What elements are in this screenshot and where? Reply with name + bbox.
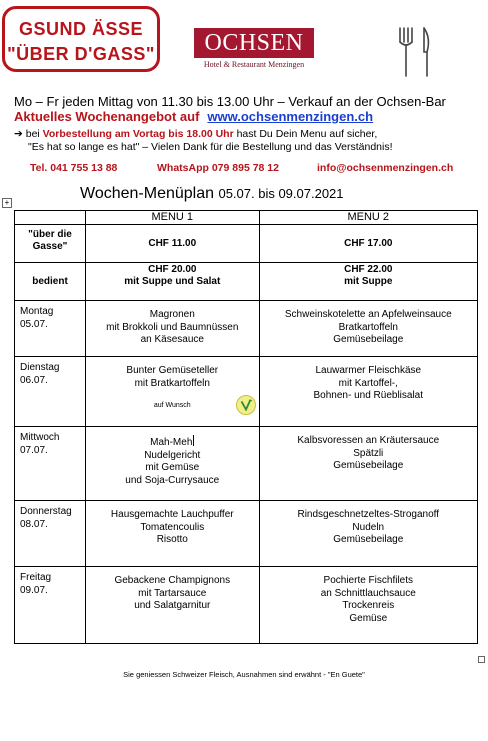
dish-line: Mah-Meh <box>150 437 193 448</box>
day-date: 08.07. <box>20 519 48 530</box>
dish-line: Risotto <box>156 534 188 545</box>
vegan-label-icon <box>236 395 256 415</box>
dish-line: mit Bratkartoffeln <box>134 377 210 389</box>
menu-2-dish <box>259 427 477 501</box>
preorder-text-a: bei <box>22 128 43 140</box>
dish-line: mit Kartoffel-, <box>338 377 398 389</box>
menu-dates: 05.07. bis 09.07.2021 <box>218 186 344 201</box>
dish-line: Rindsgeschnetzeltes-Stroganoff <box>297 509 440 520</box>
menu-title-text: Wochen-Menüplan <box>80 185 215 202</box>
takeaway-label-line-1: "über die <box>28 229 72 240</box>
day-row-friday <box>15 567 478 644</box>
day-row-tuesday <box>15 357 478 427</box>
menu-2-dish <box>259 357 477 427</box>
weekly-offer-label: Aktuelles Wochenangebot auf <box>14 109 200 124</box>
logo-subtitle: Hotel & Restaurant Menzingen <box>203 60 305 69</box>
day-label <box>15 357 86 427</box>
day-date: 06.07. <box>20 375 48 386</box>
day-name: Dienstag <box>20 362 60 373</box>
dish-line-with-cursor <box>86 435 259 450</box>
day-date: 05.07. <box>20 319 48 330</box>
day-date: 07.07. <box>20 445 48 456</box>
table-header-row <box>15 211 478 225</box>
takeaway-label <box>15 225 86 263</box>
dish-line: Magronen <box>149 309 195 320</box>
served-note-1: mit Suppe und Salat <box>124 276 221 287</box>
day-name: Mittwoch <box>20 432 60 443</box>
fork-knife-icon <box>394 24 434 80</box>
day-name: Montag <box>20 306 54 317</box>
website-link[interactable]: www.ochsenmenzingen.ch <box>207 109 374 124</box>
email-address[interactable]: info@ochsenmenzingen.ch <box>317 162 454 174</box>
menu-1-dish <box>86 567 260 644</box>
served-price-menu-1 <box>86 263 260 301</box>
table-resize-handle[interactable] <box>478 656 485 663</box>
whatsapp-number[interactable]: WhatsApp 079 895 78 12 <box>157 162 279 174</box>
served-price-menu-2 <box>259 263 477 301</box>
ochsen-logo <box>194 28 314 72</box>
day-row-thursday <box>15 501 478 567</box>
gsund-aesse-stamp <box>2 6 160 72</box>
menu-1-dish <box>86 301 260 357</box>
dish-line: mit Brokkoli und Baumnüssen <box>106 321 239 333</box>
day-row-monday <box>15 301 478 357</box>
dish-line: Gemüsebeilage <box>333 460 404 471</box>
preorder-line <box>14 128 377 140</box>
menu-1-dish <box>86 501 260 567</box>
dish-line: Nudelgericht <box>144 449 201 461</box>
phone-number[interactable]: Tel. 041 755 13 88 <box>30 162 118 174</box>
logo-name: OCHSEN <box>194 28 314 58</box>
day-label <box>15 567 86 644</box>
takeaway-label-line-2: Gasse" <box>32 241 68 252</box>
dish-line: an Käsesauce <box>140 334 204 345</box>
preorder-thanks: "Es hat so lange es hat" – Vielen Dank für die Bestellung und das Verständnis! <box>28 141 393 153</box>
preorder-deadline: Vorbestellung am Vortag bis 18.00 Uhr <box>42 128 234 140</box>
dish-line: Trockenreis <box>342 600 395 611</box>
dish-line: und Soja-Currysauce <box>125 474 220 486</box>
preorder-text-c: hast Du Dein Menu auf sicher, <box>233 128 378 140</box>
dish-line: Hausgemachte Lauchpuffer <box>110 509 234 520</box>
dish-line: Kalbsvoressen an Kräutersauce <box>297 435 440 446</box>
stamp-line-2: "ÜBER D'GASS" <box>7 44 155 64</box>
arrow-icon: ➔ <box>14 128 23 140</box>
header-empty-cell <box>15 211 86 225</box>
menu-table <box>14 210 478 644</box>
on-request-text: auf Wunsch <box>153 402 191 409</box>
dish-line: Lauwarmer Fleischkäse <box>315 365 422 376</box>
stamp-line-1: GSUND ÄSSE <box>18 19 144 39</box>
day-label <box>15 501 86 567</box>
served-price-1: CHF 20.00 <box>148 264 197 275</box>
dish-line: und Salatgarnitur <box>134 600 211 611</box>
dish-line: mit Gemüse <box>145 462 200 473</box>
menu-title <box>80 185 344 203</box>
dish-line: Nudeln <box>352 521 385 533</box>
table-move-handle[interactable]: + <box>2 198 12 208</box>
dish-line: Spätzli <box>353 447 384 459</box>
dish-line: Gebackene Champignons <box>114 575 231 586</box>
footer-note: Sie geniessen Schweizer Fleisch, Ausnahmen sind erwähnt - "En Guete" <box>123 670 365 679</box>
opening-hours: Mo – Fr jeden Mittag von 11.30 bis 13.00 Uhr – Verkauf an der Ochsen-Bar <box>14 94 446 109</box>
day-label <box>15 427 86 501</box>
day-name: Donnerstag <box>20 506 72 517</box>
dish-line: Bohnen- und Rüeblisalat <box>313 390 424 401</box>
menu-1-header: MENU 1 <box>86 211 260 225</box>
dish-line: Tomatencoulis <box>140 521 205 533</box>
day-name: Freitag <box>20 572 52 583</box>
takeaway-price-menu-2: CHF 17.00 <box>259 225 477 263</box>
dish-line: Pochierte Fischfilets <box>323 575 414 586</box>
dish-line: Gemüsebeilage <box>333 534 404 545</box>
dish-line: Bratkartoffeln <box>338 321 398 333</box>
menu-2-dish <box>259 567 477 644</box>
dish-line: Gemüsebeilage <box>333 334 404 345</box>
takeaway-price-menu-1: CHF 11.00 <box>86 225 260 263</box>
menu-1-dish <box>86 357 260 427</box>
dish-line: an Schnittlauchsauce <box>320 587 416 599</box>
dish-line: Schweinskotelette an Apfelweinsauce <box>284 309 452 320</box>
served-note-2: mit Suppe <box>344 276 393 287</box>
dish-line: mit Tartarsauce <box>138 587 207 599</box>
takeaway-price-row <box>15 225 478 263</box>
menu-2-dish <box>259 301 477 357</box>
day-row-wednesday <box>15 427 478 501</box>
dish-line: Gemüse <box>349 612 388 624</box>
day-date: 09.07. <box>20 585 48 596</box>
menu-1-dish[interactable] <box>86 427 260 501</box>
served-label: bedient <box>15 263 86 301</box>
menu-2-dish <box>259 501 477 567</box>
day-label <box>15 301 86 357</box>
served-price-2: CHF 22.00 <box>344 264 393 275</box>
served-price-row <box>15 263 478 301</box>
weekly-offer-line <box>14 109 373 124</box>
on-request-note <box>86 390 259 412</box>
text-cursor <box>193 435 194 446</box>
dish-line: Bunter Gemüseteller <box>126 365 219 376</box>
menu-2-header: MENU 2 <box>259 211 477 225</box>
